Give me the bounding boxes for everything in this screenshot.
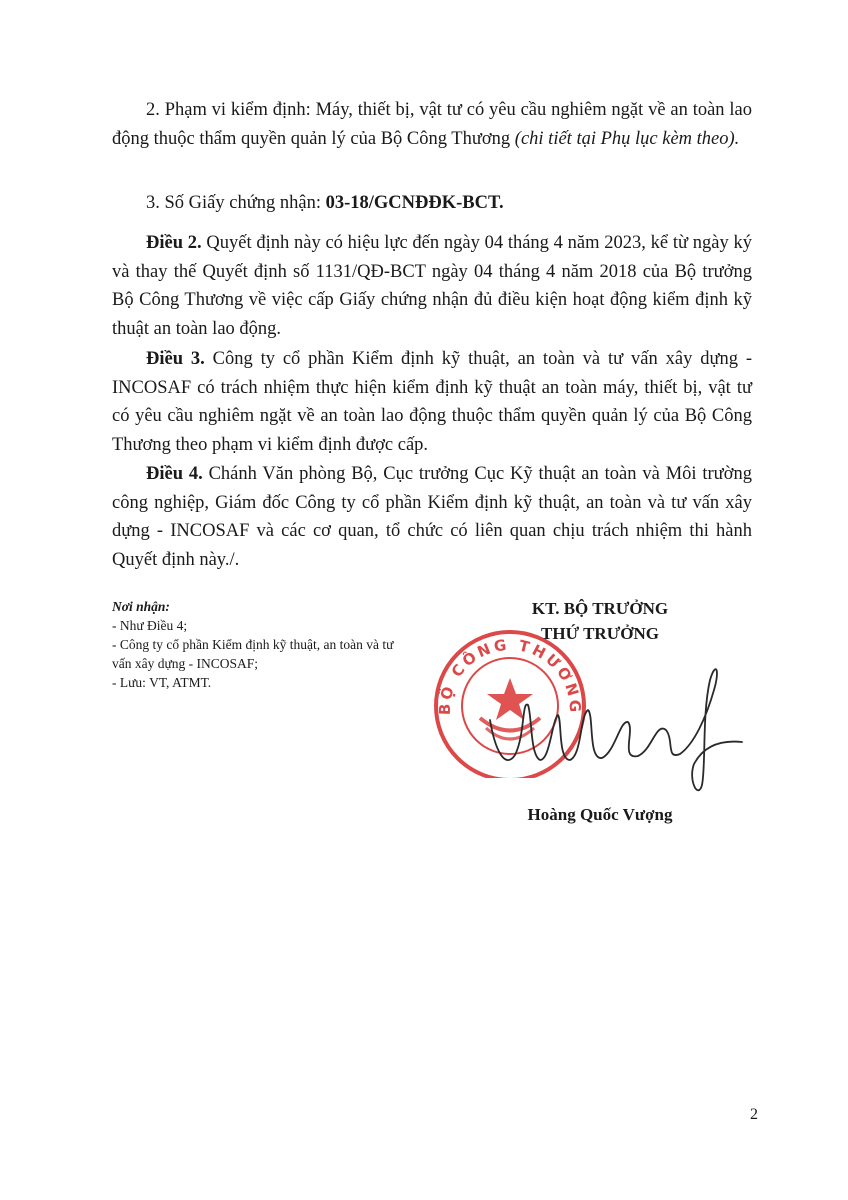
signature-title-1: KT. BỘ TRƯỞNG <box>531 599 669 618</box>
item-2-note: (chi tiết tại Phụ lục kèm theo). <box>514 128 740 149</box>
article-3-heading: Điều 3. <box>146 349 205 369</box>
article-2 <box>112 229 752 343</box>
article-3 <box>112 345 752 459</box>
page-number: 2 <box>750 1106 758 1123</box>
article-4 <box>112 460 752 574</box>
handwritten-signature-icon <box>470 660 750 800</box>
article-4-heading: Điều 4. <box>146 464 203 484</box>
article-2-text: Quyết định này có hiệu lực đến ngày 04 tháng 4 năm 2023, kể từ ngày ký và thay thế Quyết định số 1131/QĐ-BCT ngày 04 tháng 4 năm 2018 của Bộ trưởng Bộ Công Thương về việc cấp Giấy chứng nhận đủ điều kiện hoạt động kiểm định kỹ thuật an toàn lao động. <box>112 233 753 339</box>
seal-text: BỘ CÔNG THƯƠNG <box>435 635 585 716</box>
item-2-scope <box>112 96 752 153</box>
recipient-item: - Lưu: VT, ATMT. <box>112 675 212 690</box>
recipient-item: - Công ty cổ phần Kiểm định kỹ thuật, an toàn và tư vấn xây dựng - INCOSAF; <box>112 637 394 671</box>
signer-name: Hoàng Quốc Vượng <box>527 805 673 824</box>
recipient-item: - Như Điều 4; <box>112 618 188 633</box>
recipients-block <box>112 597 412 692</box>
signature-block <box>470 596 730 646</box>
item-2-text: 2. Phạm vi kiểm định: Máy, thiết bị, vật tư có yêu cầu nghiêm ngặt về an toàn lao động thuộc thẩm quyền quản lý của Bộ Công Thương <box>112 100 752 149</box>
article-4-text: Chánh Văn phòng Bộ, Cục trưởng Cục Kỹ thuật an toàn và Môi trường công nghiệp, Giám đốc Công ty cổ phần Kiểm định kỹ thuật, an toàn và tư vấn xây dựng - INCOSAF và các cơ quan, tổ chức có liên quan chịu trách nhiệm thi hành Quyết định này./. <box>112 464 752 570</box>
recipients-title: Nơi nhận: <box>112 599 170 614</box>
article-3-text: Công ty cổ phần Kiểm định kỹ thuật, an toàn và tư vấn xây dựng - INCOSAF có trách nhiệm thực hiện kiểm định kỹ thuật an toàn máy, thiết bị, vật tư có yêu cầu nghiêm ngặt về an toàn lao động thuộc thẩm quyền quản lý của Bộ Công Thương theo phạm vi kiểm định được cấp. <box>112 349 752 455</box>
certificate-number: 03-18/GCNĐĐK-BCT. <box>325 193 504 213</box>
item-3-label: 3. Số Giấy chứng nhận: <box>146 193 326 213</box>
signature-title-2: THỨ TRƯỞNG <box>541 624 659 643</box>
item-3-certificate <box>112 189 752 218</box>
article-2-heading: Điều 2. <box>146 233 202 253</box>
recipients-list <box>112 616 412 692</box>
